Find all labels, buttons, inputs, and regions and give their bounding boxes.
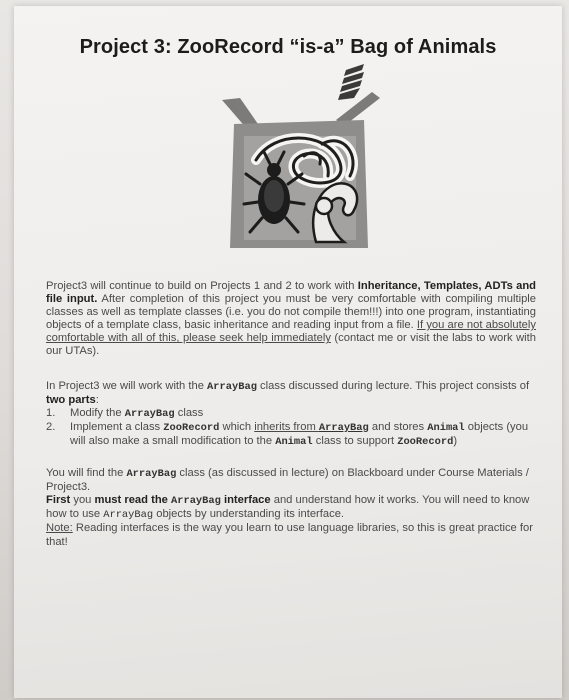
find-text: You will find the	[46, 467, 127, 480]
code-term: Animal	[427, 421, 465, 434]
code-term: ArrayBag	[170, 495, 221, 508]
list-number: 2.	[46, 420, 56, 433]
list-text: class	[174, 406, 204, 419]
task-text: In Project3 we will work with the	[46, 379, 208, 392]
intro-text: (contact me or visit the labs to work with our UTAs).	[46, 332, 536, 358]
code-term: ArrayBag	[124, 407, 175, 420]
intro-text: Project3 will continue to build on Projects 1 and 2 to work with	[46, 280, 358, 292]
parts-list	[46, 407, 536, 449]
list-text: which	[219, 420, 255, 433]
list-number: 1.	[46, 406, 56, 419]
find-paragraph	[46, 467, 536, 549]
find-emphasis: interface	[220, 494, 271, 507]
list-text: )	[453, 434, 458, 447]
document-page	[14, 6, 562, 698]
code-term: ArrayBag	[103, 509, 154, 522]
list-item	[46, 407, 536, 421]
code-term: Animal	[275, 435, 313, 448]
code-term: ArrayBag	[126, 468, 177, 481]
list-text: Implement a class	[70, 420, 164, 433]
list-text: Modify the	[70, 406, 125, 419]
code-term: ZooRecord	[397, 435, 454, 448]
page-title: Project 3: ZooRecord “is-a” Bag of Animals	[79, 36, 497, 58]
code-term: ZooRecord	[163, 421, 220, 434]
find-text: you	[70, 494, 95, 507]
code-term: ArrayBag	[318, 421, 369, 434]
find-text: class (as discussed in lecture) on Blackboard under Course Materials / Project3.	[46, 467, 529, 494]
intro-text: After completion of this project you must be very comfortable with compiling multiple classes as well as template classes (i.e. you do not compile them!!!) into one program, instantiating objects of a template class, basic inheritance and reading input from a file.	[46, 293, 536, 332]
find-text: Reading interfaces is the way you learn to use language libraries, so this is great practice for that!	[46, 522, 533, 548]
task-text: class discussed during lecture. This project consists of	[256, 379, 530, 392]
seek-help-note: If you are not absolutely comfortable with all of this, please seek help immediately	[46, 319, 536, 345]
list-text: and stores	[368, 420, 428, 433]
list-item	[46, 421, 536, 449]
animals-in-bag-icon	[204, 64, 392, 252]
list-text: objects (you will also make a small modification to the	[70, 420, 529, 447]
find-text: objects by understanding its interface.	[153, 508, 345, 521]
note-label: Note:	[46, 522, 73, 535]
intro-topics: Inheritance, Templates, ADTs and file input.	[46, 280, 536, 306]
task-text: :	[95, 393, 99, 406]
project-description	[46, 280, 536, 549]
find-emphasis: must read the	[94, 494, 171, 507]
task-paragraph	[46, 380, 536, 407]
find-text: and understand how it works. You will need to know how to use	[46, 494, 530, 521]
intro-paragraph	[46, 280, 536, 359]
task-emphasis: two parts	[46, 393, 96, 406]
find-emphasis: First	[46, 494, 71, 507]
inherits-note: inherits from	[254, 420, 319, 433]
list-text: class to support	[312, 434, 398, 447]
code-term: ArrayBag	[207, 380, 257, 393]
